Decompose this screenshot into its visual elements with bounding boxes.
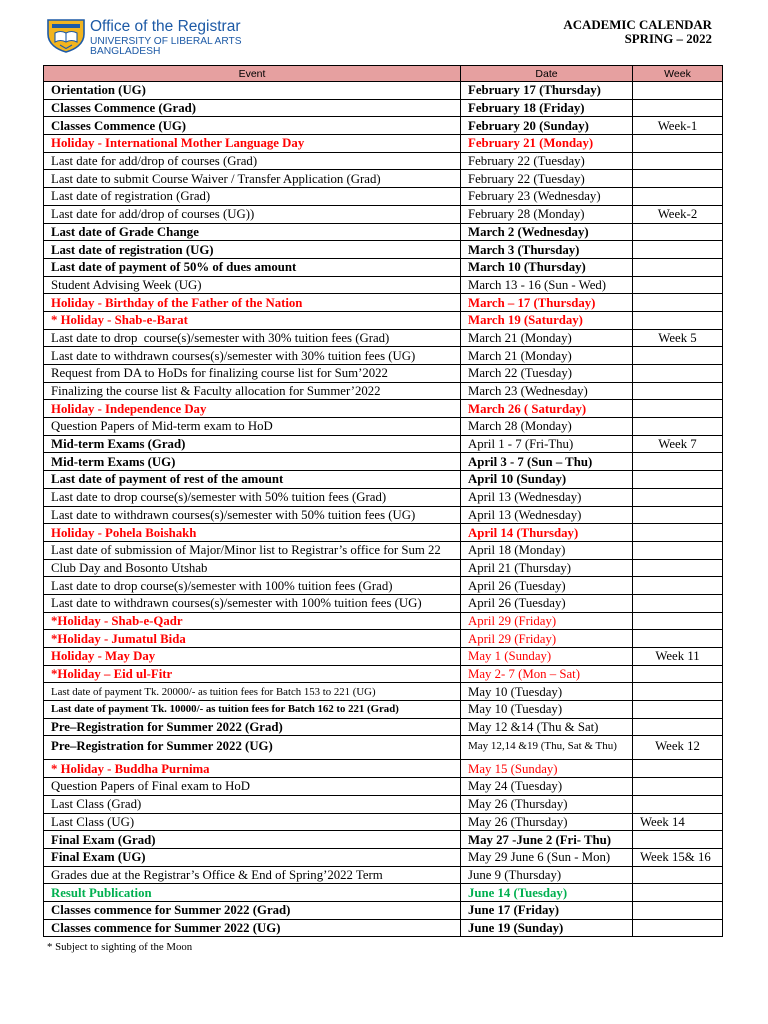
event-cell: Last date of payment of rest of the amount xyxy=(44,471,461,489)
calendar-row xyxy=(44,884,723,902)
week-cell xyxy=(633,919,723,937)
date-cell: June 9 (Thursday) xyxy=(461,866,633,884)
calendar-row xyxy=(44,665,723,683)
event-cell: Classes commence for Summer 2022 (Grad) xyxy=(44,901,461,919)
calendar-row xyxy=(44,223,723,241)
calendar-row xyxy=(44,294,723,312)
week-cell xyxy=(633,718,723,736)
date-cell: April 26 (Tuesday) xyxy=(461,577,633,595)
calendar-row xyxy=(44,471,723,489)
calendar-row xyxy=(44,188,723,206)
date-cell: May 26 (Thursday) xyxy=(461,795,633,813)
column-header-event: Event xyxy=(44,66,461,82)
event-cell: Request from DA to HoDs for finalizing course list for Sum’2022 xyxy=(44,365,461,383)
date-cell: February 21 (Monday) xyxy=(461,135,633,153)
date-cell: April 26 (Tuesday) xyxy=(461,594,633,612)
event-cell: Holiday - May Day xyxy=(44,648,461,666)
event-cell: Result Publication xyxy=(44,884,461,902)
week-cell xyxy=(633,382,723,400)
logo-office-title: Office of the Registrar xyxy=(90,18,241,35)
event-cell: *Holiday - Jumatul Bida xyxy=(44,630,461,648)
date-cell: May 15 (Sunday) xyxy=(461,760,633,778)
calendar-row xyxy=(44,778,723,796)
calendar-row xyxy=(44,919,723,937)
calendar-row xyxy=(44,400,723,418)
week-cell xyxy=(633,99,723,117)
week-cell xyxy=(633,135,723,153)
date-cell: May 29 June 6 (Sun - Mon) xyxy=(461,848,633,866)
week-cell xyxy=(633,258,723,276)
date-cell: February 22 (Tuesday) xyxy=(461,170,633,188)
event-cell: Classes Commence (Grad) xyxy=(44,99,461,117)
date-cell: June 17 (Friday) xyxy=(461,901,633,919)
date-cell: May 10 (Tuesday) xyxy=(461,683,633,701)
logo-wordmark xyxy=(90,19,242,57)
week-cell xyxy=(633,612,723,630)
date-cell: March 3 (Thursday) xyxy=(461,241,633,259)
event-cell: * Holiday - Shab-e-Barat xyxy=(44,311,461,329)
week-cell xyxy=(633,831,723,849)
date-cell: May 12,14 &19 (Thu, Sat & Thu) xyxy=(461,736,633,760)
calendar-row xyxy=(44,577,723,595)
calendar-row xyxy=(44,901,723,919)
event-cell: *Holiday - Shab-e-Qadr xyxy=(44,612,461,630)
date-cell: February 22 (Tuesday) xyxy=(461,152,633,170)
week-cell xyxy=(633,866,723,884)
week-cell xyxy=(633,778,723,796)
date-cell: April 13 (Wednesday) xyxy=(461,488,633,506)
calendar-row xyxy=(44,365,723,383)
event-cell: Final Exam (UG) xyxy=(44,848,461,866)
date-cell: March 28 (Monday) xyxy=(461,418,633,436)
calendar-row xyxy=(44,648,723,666)
event-cell: Last date for add/drop of courses (Grad) xyxy=(44,152,461,170)
week-cell xyxy=(633,453,723,471)
week-cell xyxy=(633,683,723,701)
week-cell: Week-1 xyxy=(633,117,723,135)
event-cell: Pre–Registration for Summer 2022 (Grad) xyxy=(44,718,461,736)
event-cell: Holiday - Birthday of the Father of the Nation xyxy=(44,294,461,312)
event-cell: Club Day and Bosonto Utshab xyxy=(44,559,461,577)
week-cell xyxy=(633,901,723,919)
date-cell: April 13 (Wednesday) xyxy=(461,506,633,524)
event-cell: Holiday - International Mother Language Day xyxy=(44,135,461,153)
table-body xyxy=(44,82,723,937)
calendar-row xyxy=(44,866,723,884)
event-cell: Last date to withdrawn courses(s)/semester with 30% tuition fees (UG) xyxy=(44,347,461,365)
calendar-row xyxy=(44,848,723,866)
calendar-row xyxy=(44,418,723,436)
university-logo xyxy=(46,18,242,57)
calendar-row xyxy=(44,347,723,365)
event-cell: Last date of payment Tk. 20000/- as tuition fees for Batch 153 to 221 (UG) xyxy=(44,683,461,701)
date-cell: March 26 ( Saturday) xyxy=(461,400,633,418)
week-cell: Week 15& 16 xyxy=(633,848,723,866)
calendar-row xyxy=(44,524,723,542)
week-cell: Week 12 xyxy=(633,736,723,760)
event-cell: Last date of payment of 50% of dues amount xyxy=(44,258,461,276)
week-cell: Week 7 xyxy=(633,435,723,453)
week-cell xyxy=(633,223,723,241)
date-cell: April 18 (Monday) xyxy=(461,541,633,559)
date-cell: May 24 (Tuesday) xyxy=(461,778,633,796)
date-cell: March 10 (Thursday) xyxy=(461,258,633,276)
calendar-row xyxy=(44,135,723,153)
event-cell: Grades due at the Registrar’s Office & End of Spring’2022 Term xyxy=(44,866,461,884)
event-cell: Last date to drop course(s)/semester with 100% tuition fees (Grad) xyxy=(44,577,461,595)
week-cell xyxy=(633,506,723,524)
calendar-row xyxy=(44,736,723,760)
date-cell: February 28 (Monday) xyxy=(461,205,633,223)
week-cell xyxy=(633,541,723,559)
university-crest-icon xyxy=(46,18,86,53)
calendar-row xyxy=(44,541,723,559)
week-cell xyxy=(633,795,723,813)
event-cell: Final Exam (Grad) xyxy=(44,831,461,849)
week-cell xyxy=(633,630,723,648)
date-cell: February 18 (Friday) xyxy=(461,99,633,117)
week-cell xyxy=(633,152,723,170)
date-cell: February 17 (Thursday) xyxy=(461,82,633,100)
event-cell: Last date to drop course(s)/semester with 50% tuition fees (Grad) xyxy=(44,488,461,506)
table-header-row xyxy=(44,66,723,82)
event-cell: Last Class (UG) xyxy=(44,813,461,831)
date-cell: May 27 -June 2 (Fri- Thu) xyxy=(461,831,633,849)
calendar-row xyxy=(44,488,723,506)
event-cell: Orientation (UG) xyxy=(44,82,461,100)
date-cell: March 13 - 16 (Sun - Wed) xyxy=(461,276,633,294)
calendar-row xyxy=(44,329,723,347)
week-cell xyxy=(633,471,723,489)
column-header-date: Date xyxy=(461,66,633,82)
week-cell xyxy=(633,365,723,383)
week-cell xyxy=(633,82,723,100)
event-cell: Last date of Grade Change xyxy=(44,223,461,241)
calendar-row xyxy=(44,170,723,188)
event-cell: Question Papers of Final exam to HoD xyxy=(44,778,461,796)
week-cell: Week 14 xyxy=(633,813,723,831)
event-cell: Pre–Registration for Summer 2022 (UG) xyxy=(44,736,461,760)
date-cell: April 21 (Thursday) xyxy=(461,559,633,577)
date-cell: March 22 (Tuesday) xyxy=(461,365,633,383)
date-cell: February 23 (Wednesday) xyxy=(461,188,633,206)
date-cell: May 26 (Thursday) xyxy=(461,813,633,831)
calendar-title-block xyxy=(563,19,712,46)
calendar-row xyxy=(44,453,723,471)
date-cell: May 1 (Sunday) xyxy=(461,648,633,666)
week-cell xyxy=(633,577,723,595)
event-cell: Mid-term Exams (Grad) xyxy=(44,435,461,453)
academic-calendar-table xyxy=(43,65,723,937)
logo-country: BANGLADESH xyxy=(90,46,161,57)
calendar-row xyxy=(44,258,723,276)
calendar-row xyxy=(44,594,723,612)
event-cell: Last Class (Grad) xyxy=(44,795,461,813)
week-cell xyxy=(633,760,723,778)
event-cell: Last date of submission of Major/Minor list to Registrar’s office for Sum 22 xyxy=(44,541,461,559)
week-cell xyxy=(633,311,723,329)
week-cell xyxy=(633,241,723,259)
date-cell: June 19 (Sunday) xyxy=(461,919,633,937)
date-cell: March 21 (Monday) xyxy=(461,347,633,365)
calendar-row xyxy=(44,683,723,701)
event-cell: Holiday - Pohela Boishakh xyxy=(44,524,461,542)
date-cell: March 2 (Wednesday) xyxy=(461,223,633,241)
calendar-row xyxy=(44,117,723,135)
calendar-row xyxy=(44,831,723,849)
week-cell xyxy=(633,418,723,436)
date-cell: April 3 - 7 (Sun – Thu) xyxy=(461,453,633,471)
week-cell: Week-2 xyxy=(633,205,723,223)
calendar-row xyxy=(44,152,723,170)
calendar-title: ACADEMIC CALENDAR xyxy=(563,18,712,32)
week-cell xyxy=(633,400,723,418)
calendar-row xyxy=(44,382,723,400)
event-cell: * Holiday - Buddha Purnima xyxy=(44,760,461,778)
calendar-row xyxy=(44,813,723,831)
calendar-row xyxy=(44,241,723,259)
date-cell: May 2- 7 (Mon – Sat) xyxy=(461,665,633,683)
logo-university-name: UNIVERSITY OF LIBERAL ARTS xyxy=(90,36,242,47)
week-cell xyxy=(633,665,723,683)
calendar-row xyxy=(44,276,723,294)
event-cell: Last date to drop course(s)/semester with 30% tuition fees (Grad) xyxy=(44,329,461,347)
event-cell: Last date of registration (UG) xyxy=(44,241,461,259)
week-cell xyxy=(633,347,723,365)
event-cell: Last date of payment Tk. 10000/- as tuition fees for Batch 162 to 221 (Grad) xyxy=(44,701,461,719)
event-cell: Last date for add/drop of courses (UG)) xyxy=(44,205,461,223)
calendar-row xyxy=(44,311,723,329)
calendar-row xyxy=(44,630,723,648)
date-cell: April 10 (Sunday) xyxy=(461,471,633,489)
week-cell: Week 11 xyxy=(633,648,723,666)
week-cell xyxy=(633,701,723,719)
event-cell: Student Advising Week (UG) xyxy=(44,276,461,294)
event-cell: *Holiday – Eid ul-Fitr xyxy=(44,665,461,683)
week-cell: Week 5 xyxy=(633,329,723,347)
date-cell: April 1 - 7 (Fri-Thu) xyxy=(461,435,633,453)
date-cell: April 14 (Thursday) xyxy=(461,524,633,542)
calendar-row xyxy=(44,205,723,223)
calendar-row xyxy=(44,99,723,117)
week-cell xyxy=(633,594,723,612)
calendar-row xyxy=(44,506,723,524)
calendar-row xyxy=(44,435,723,453)
calendar-row xyxy=(44,82,723,100)
event-cell: Holiday - Independence Day xyxy=(44,400,461,418)
week-cell xyxy=(633,276,723,294)
footnote: * Subject to sighting of the Moon xyxy=(47,941,193,954)
event-cell: Mid-term Exams (UG) xyxy=(44,453,461,471)
date-cell: April 29 (Friday) xyxy=(461,612,633,630)
event-cell: Last date to withdrawn courses(s)/semester with 50% tuition fees (UG) xyxy=(44,506,461,524)
event-cell: Last date to withdrawn courses(s)/semester with 100% tuition fees (UG) xyxy=(44,594,461,612)
calendar-row xyxy=(44,760,723,778)
week-cell xyxy=(633,170,723,188)
date-cell: May 12 &14 (Thu & Sat) xyxy=(461,718,633,736)
date-cell: May 10 (Tuesday) xyxy=(461,701,633,719)
date-cell: March – 17 (Thursday) xyxy=(461,294,633,312)
week-cell xyxy=(633,524,723,542)
event-cell: Finalizing the course list & Faculty allocation for Summer’2022 xyxy=(44,382,461,400)
event-cell: Question Papers of Mid-term exam to HoD xyxy=(44,418,461,436)
calendar-row xyxy=(44,612,723,630)
date-cell: March 21 (Monday) xyxy=(461,329,633,347)
week-cell xyxy=(633,294,723,312)
term-label: SPRING – 2022 xyxy=(624,31,712,46)
date-cell: April 29 (Friday) xyxy=(461,630,633,648)
week-cell xyxy=(633,884,723,902)
calendar-row xyxy=(44,701,723,719)
calendar-row xyxy=(44,718,723,736)
event-cell: Classes commence for Summer 2022 (UG) xyxy=(44,919,461,937)
event-cell: Last date to submit Course Waiver / Transfer Application (Grad) xyxy=(44,170,461,188)
event-cell: Last date of registration (Grad) xyxy=(44,188,461,206)
calendar-row xyxy=(44,559,723,577)
date-cell: March 19 (Saturday) xyxy=(461,311,633,329)
event-cell: Classes Commence (UG) xyxy=(44,117,461,135)
date-cell: June 14 (Tuesday) xyxy=(461,884,633,902)
week-cell xyxy=(633,188,723,206)
column-header-week: Week xyxy=(633,66,723,82)
week-cell xyxy=(633,488,723,506)
date-cell: February 20 (Sunday) xyxy=(461,117,633,135)
week-cell xyxy=(633,559,723,577)
calendar-sheet xyxy=(43,65,722,953)
calendar-row xyxy=(44,795,723,813)
date-cell: March 23 (Wednesday) xyxy=(461,382,633,400)
